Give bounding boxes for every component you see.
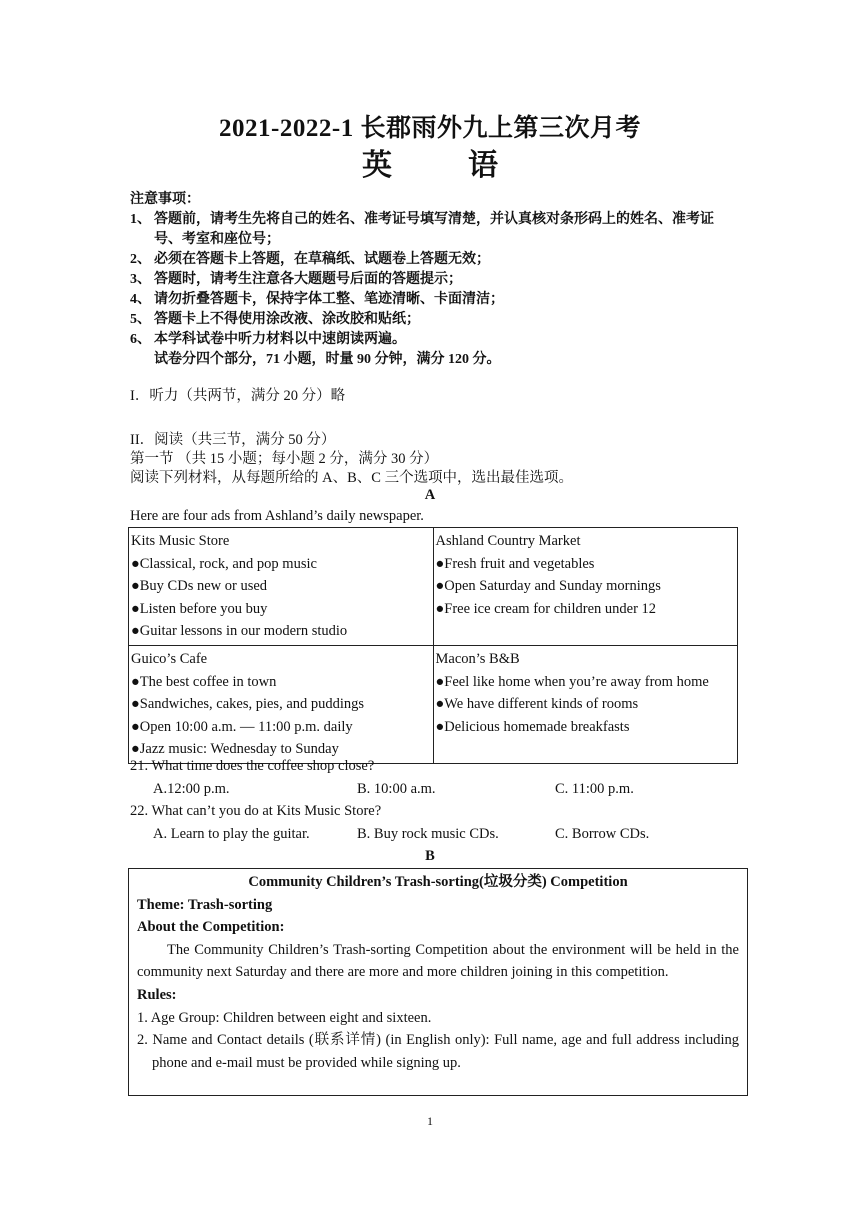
ad-point: ●Open Saturday and Sunday mornings	[435, 578, 661, 595]
part-2-heading: II．阅读（共三节，满分 50 分）	[130, 432, 336, 448]
exam-notes	[130, 190, 740, 370]
ad-name: Macon’s B&B	[435, 650, 520, 667]
reading-instruction: 阅读下列材料，从每题所给的 A、B、C 三个选项中，选出最佳选项。	[130, 470, 574, 486]
ad-point: ●Fresh fruit and vegetables	[435, 555, 595, 572]
note-text: 答题前，请考生先将自己的姓名、准考证号填写清楚，并认真核对条形码上的姓名、准考证号、考室和座位号；	[154, 212, 714, 247]
note-number: 4、	[130, 292, 151, 307]
note-text: 答题时，请考生注意各大题题号后面的答题提示；	[154, 272, 462, 287]
note-item	[130, 210, 740, 250]
about-text: The Community Children’s Trash-sorting Competition about the environment will be held in the community next Saturday and there are more and more children joining in this competition.	[137, 941, 739, 981]
ad-name: Guico’s Cafe	[131, 650, 208, 667]
subject-title	[0, 140, 860, 184]
passage-b-label: B	[425, 848, 435, 864]
note-item	[130, 250, 740, 270]
ad-point: ●Guitar lessons in our modern studio	[131, 623, 348, 640]
rule-item: 1. Age Group: Children between eight and sixteen.	[137, 1009, 432, 1026]
note-text: 本学科试卷中听力材料以中速朗读两遍。	[154, 332, 406, 347]
part-1-heading: I．听力（共两节，满分 20 分）略	[130, 388, 346, 404]
ad-point: ●Free ice cream for children under 12	[435, 600, 657, 617]
question-stem: 22. What can’t you do at Kits Music Store?	[130, 803, 382, 819]
ad-point: ●Feel like home when you’re away from home	[435, 673, 709, 690]
section-1-heading: 第一节 （共 15 小题；每小题 2 分，满分 30 分）	[130, 451, 439, 467]
note-item	[130, 270, 740, 290]
question-stem: 21. What time does the coffee shop close?	[130, 758, 375, 774]
ad-point: ●Delicious homemade breakfasts	[435, 718, 630, 735]
ad-cell	[433, 645, 738, 763]
ad-point: ●The best coffee in town	[131, 673, 277, 690]
exam-title: 2021-2022-1 长郡雨外九上第三次月考	[219, 115, 641, 142]
competition-theme: Theme: Trash-sorting	[137, 896, 273, 913]
ad-point: ●We have different kinds of rooms	[435, 696, 639, 713]
notes-summary: 试卷分四个部分，71 小题，时量 90 分钟，满分 120 分。	[154, 352, 501, 367]
ads-table	[128, 527, 738, 764]
rules-heading: Rules:	[137, 986, 177, 1003]
subject-char-1: 英	[362, 149, 392, 182]
option-c: C. Borrow CDs.	[555, 826, 650, 842]
note-text: 请勿折叠答题卡，保持字体工整、笔迹清晰、卡面清洁；	[154, 292, 504, 307]
note-number: 2、	[130, 252, 151, 267]
ad-point: ●Sandwiches, cakes, pies, and puddings	[131, 696, 365, 713]
ad-name: Ashland Country Market	[435, 533, 581, 549]
note-text: 答题卡上不得使用涂改液、涂改胶和贴纸；	[154, 312, 420, 327]
option-c: C. 11:00 p.m.	[555, 781, 634, 797]
ad-point: ●Open 10:00 a.m. — 11:00 p.m. daily	[131, 718, 353, 735]
note-number: 1、	[130, 212, 151, 227]
note-item	[130, 310, 740, 330]
page-number: 1	[427, 1114, 433, 1128]
about-heading: About the Competition:	[137, 919, 285, 936]
ad-point: ●Buy CDs new or used	[131, 578, 268, 595]
ad-point: ●Listen before you buy	[131, 600, 268, 617]
ad-name: Kits Music Store	[131, 533, 230, 549]
option-b: B. 10:00 a.m.	[357, 781, 436, 797]
competition-title: Community Children’s Trash-sorting(垃圾分类) Competition	[248, 874, 628, 890]
option-a: A.12:00 p.m.	[153, 781, 230, 797]
ad-point: ●Classical, rock, and pop music	[131, 555, 317, 572]
ad-point: ●Jazz music: Wednesday to Sunday	[131, 741, 339, 758]
passage-a-intro: Here are four ads from Ashland’s daily newspaper.	[130, 508, 424, 524]
note-number: 5、	[130, 312, 151, 327]
ad-cell	[129, 645, 434, 763]
note-item	[130, 330, 740, 350]
rule-item: 2. Name and Contact details (联系详情) (in English only): Full name, age and full address including phone and e-mail must be provided while signing up.	[137, 1032, 739, 1071]
passage-a-label: A	[424, 487, 436, 503]
note-number: 3、	[130, 272, 151, 287]
ad-cell	[433, 528, 738, 646]
note-text: 必须在答题卡上答题，在草稿纸、试题卷上答题无效；	[154, 252, 490, 267]
note-item	[130, 290, 740, 310]
option-a: A. Learn to play the guitar.	[153, 826, 310, 842]
notes-heading: 注意事项：	[130, 192, 200, 207]
ad-cell	[129, 528, 434, 646]
competition-box	[128, 868, 748, 1096]
subject-char-2: 语	[468, 149, 498, 182]
note-number: 6、	[130, 332, 151, 347]
option-b: B. Buy rock music CDs.	[357, 826, 499, 842]
